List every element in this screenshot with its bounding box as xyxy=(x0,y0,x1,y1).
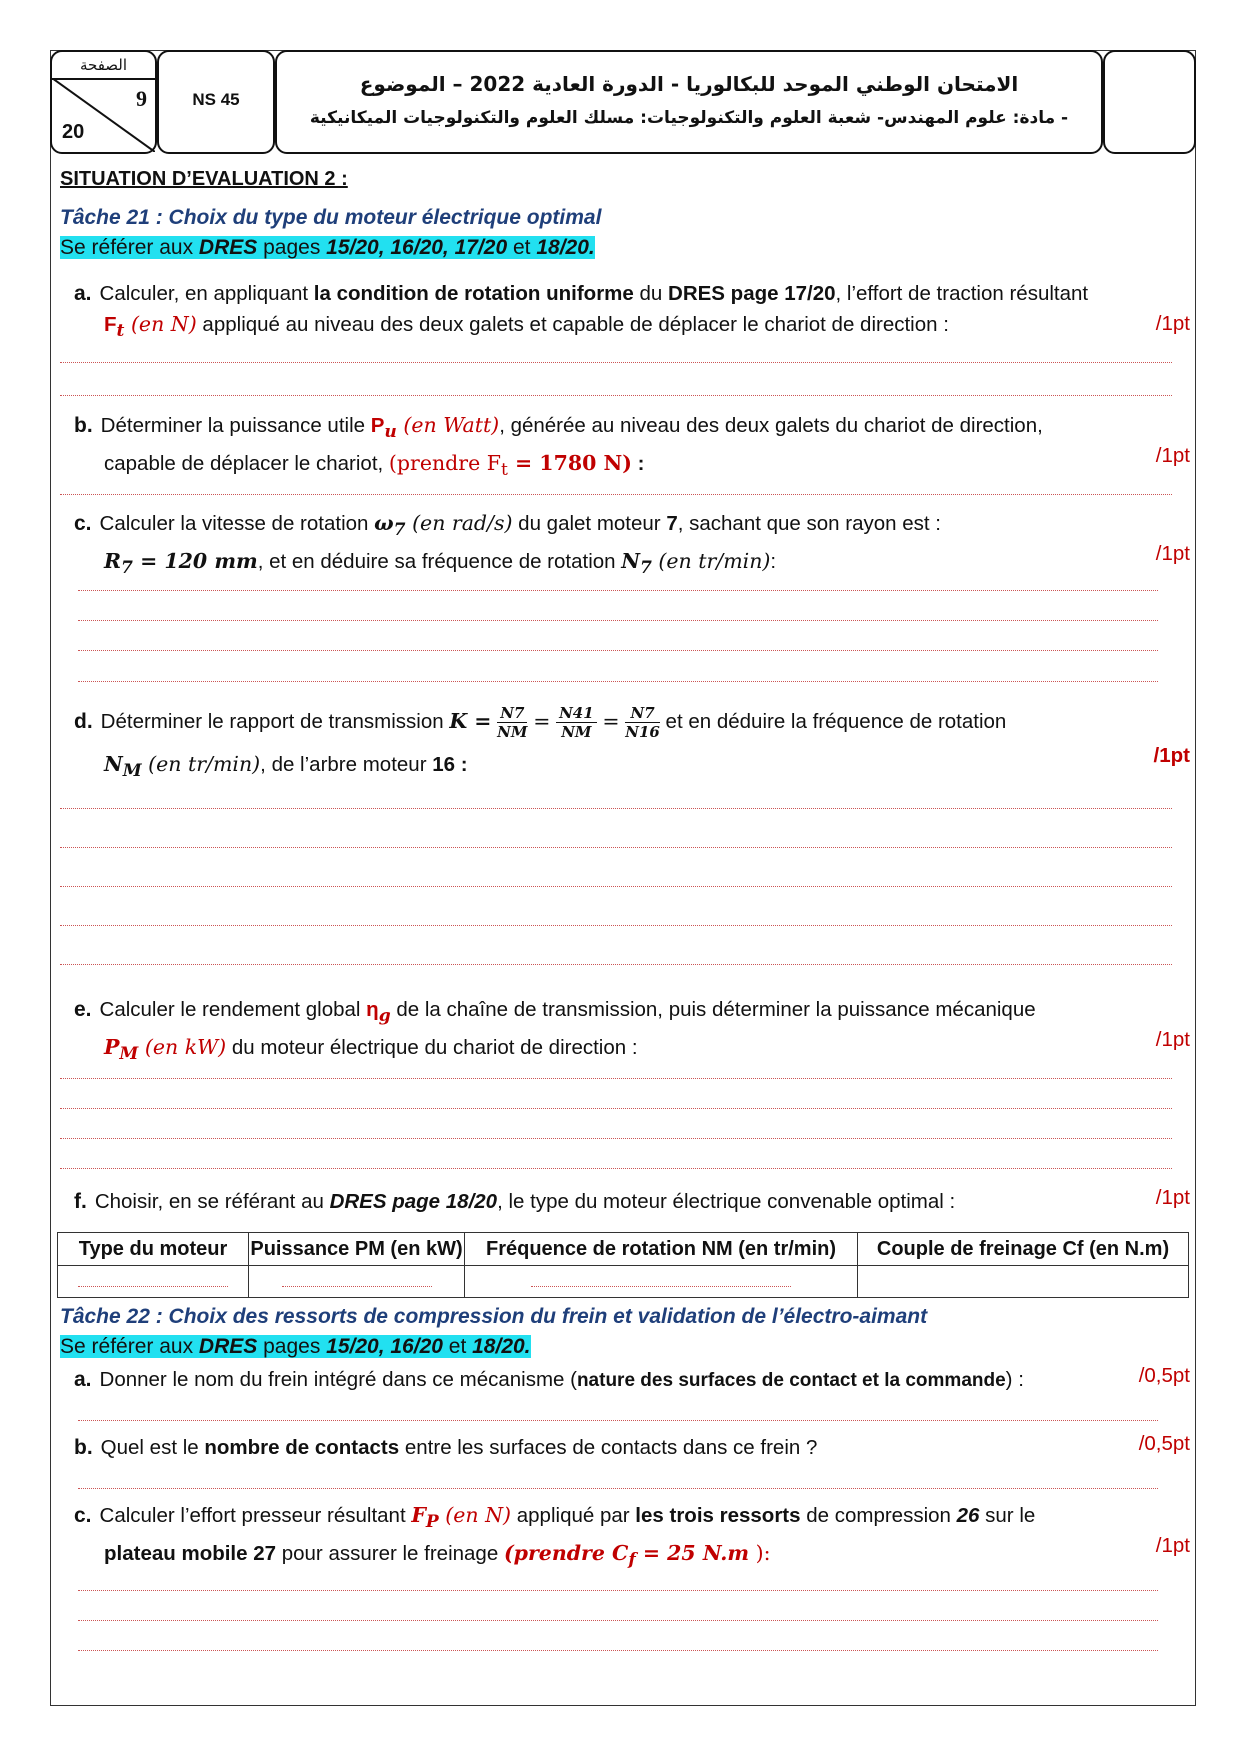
answer-line[interactable] xyxy=(60,808,1172,809)
points-f: /1pt xyxy=(1155,1186,1190,1209)
situation-title: SITUATION D’EVALUATION 2 : xyxy=(60,168,348,190)
fraction: $\frac{N41}{NM}$ xyxy=(556,704,597,741)
answer-line[interactable] xyxy=(78,1488,1158,1489)
table-header: Fréquence de rotation NM (en tr/min) xyxy=(465,1233,858,1266)
page-number-box xyxy=(50,50,157,154)
answer-line[interactable] xyxy=(60,395,1172,396)
answer-line[interactable] xyxy=(60,1138,1172,1139)
answer-line[interactable] xyxy=(78,650,1158,651)
task21-title: Tâche 21 : Choix du type du moteur électrique optimal xyxy=(60,206,602,229)
table-cell-input[interactable] xyxy=(858,1266,1189,1298)
answer-line[interactable] xyxy=(60,886,1172,887)
answer-line[interactable] xyxy=(60,925,1172,926)
task22-reference: Se référer aux DRES pages 15/20, 16/20 et 18/20. xyxy=(60,1335,531,1358)
question-e: e. Calculer le rendement global $\eta_g$ de la chaîne de transmission, puis déterminer la puissance mécanique $P_M$ (en kW) du moteur électrique du chariot de direction : xyxy=(74,998,1036,1065)
answer-line[interactable] xyxy=(60,1168,1172,1169)
answer-line[interactable] xyxy=(60,494,1172,495)
answer-line[interactable] xyxy=(78,1420,1158,1421)
points-d: /1pt xyxy=(1153,744,1190,767)
exam-title-line1: الامتحان الوطني الموحد للبكالوريا - الدورة العادية 2022 – الموضوع xyxy=(359,72,1019,96)
answer-line[interactable] xyxy=(78,590,1158,591)
answer-line[interactable] xyxy=(60,847,1172,848)
question-c: c. Calculer la vitesse de rotation $\omega_7$ (en rad/s) du galet moteur 7, sachant que son rayon est : $R_7 = 120$ mm, et en déduire sa fréquence de rotation $N_7$ (en tr/min): xyxy=(74,511,941,579)
answer-line[interactable] xyxy=(78,1620,1158,1621)
answer-line[interactable] xyxy=(78,1650,1158,1651)
table-cell-input[interactable] xyxy=(465,1266,858,1298)
exam-title-line2: - مادة: علوم المهندس- شعبة العلوم والتكنولوجيات: مسلك العلوم والتكنولوجيات الميكانيكية xyxy=(309,108,1069,128)
empty-header-box xyxy=(1103,50,1196,154)
table-header: Couple de freinage Cf (en N.m) xyxy=(858,1233,1189,1266)
points-a: /1pt xyxy=(1155,312,1190,335)
answer-line[interactable] xyxy=(60,362,1172,363)
fraction: $\frac{N7}{NM}$ xyxy=(497,704,528,742)
table-cell-input[interactable] xyxy=(58,1266,249,1298)
points22-c: /1pt xyxy=(1155,1534,1190,1557)
answer-line[interactable] xyxy=(60,964,1172,965)
question22-a: a. Donner le nom du frein intégré dans ce mécanisme (nature des surfaces de contact et la commande) : xyxy=(74,1368,1024,1391)
question-b: b. Déterminer la puissance utile $P_u$ (en Watt), générée au niveau des deux galets du chariot de direction, capable de déplacer le chariot, (prendre $F_t = 1780$ N) : xyxy=(74,413,1043,481)
points-c: /1pt xyxy=(1155,542,1190,565)
question22-c: c. Calculer l’effort presseur résultant $F_P$ (en N) appliqué par les trois ressorts de compression 26 sur le plateau mobile 27 pour assurer le freinage (prendre $C_f = 25$ N.m ): xyxy=(74,1503,1036,1571)
exam-code: NS 45 xyxy=(192,90,240,109)
motor-table xyxy=(57,1232,1189,1298)
points22-a: /0,5pt xyxy=(1138,1364,1190,1387)
answer-line[interactable] xyxy=(60,1108,1172,1109)
points-b: /1pt xyxy=(1155,444,1190,467)
answer-line[interactable] xyxy=(78,1590,1158,1591)
page-label: الصفحة xyxy=(52,52,155,80)
table-cell-input[interactable] xyxy=(249,1266,465,1298)
task21-reference: Se référer aux DRES pages 15/20, 16/20, 17/20 et 18/20. xyxy=(60,236,595,259)
answer-line[interactable] xyxy=(78,620,1158,621)
exam-title-box xyxy=(275,50,1103,154)
points-e: /1pt xyxy=(1155,1028,1190,1051)
page-number: 9 xyxy=(136,86,147,111)
points22-b: /0,5pt xyxy=(1138,1432,1190,1455)
exam-code-box xyxy=(157,50,275,154)
table-header: Type du moteur xyxy=(58,1233,249,1266)
question-a: a. Calculer, en appliquant la condition de rotation uniforme du DRES page 17/20, l’effort de traction résultant $F_t$ (en N) appliqué au niveau des deux galets et capable de déplacer le chariot de direction : xyxy=(74,282,1089,342)
question-f: f. Choisir, en se référant au DRES page 18/20, le type du moteur électrique convenable optimal : xyxy=(74,1190,956,1213)
question-d: d. Déterminer le rapport de transmission K = $\frac{N7}{NM}$ = $\frac{N41}{NM}$ = $\frac{N7}{N16}$ et en déduire la fréquence de rotation $N_M$ (en tr/min), de l’arbre moteur 16 : xyxy=(74,704,1007,782)
task22-title: Tâche 22 : Choix des ressorts de compression du frein et validation de l’électro-aimant xyxy=(60,1305,928,1328)
table-header: Puissance PM (en kW) xyxy=(249,1233,465,1266)
answer-line[interactable] xyxy=(78,681,1158,682)
fraction: $\frac{N7}{N16}$ xyxy=(625,704,660,742)
answer-line[interactable] xyxy=(60,1078,1172,1079)
question22-b: b. Quel est le nombre de contacts entre les surfaces de contacts dans ce frein ? xyxy=(74,1436,818,1459)
page-total: 20 xyxy=(62,121,85,143)
